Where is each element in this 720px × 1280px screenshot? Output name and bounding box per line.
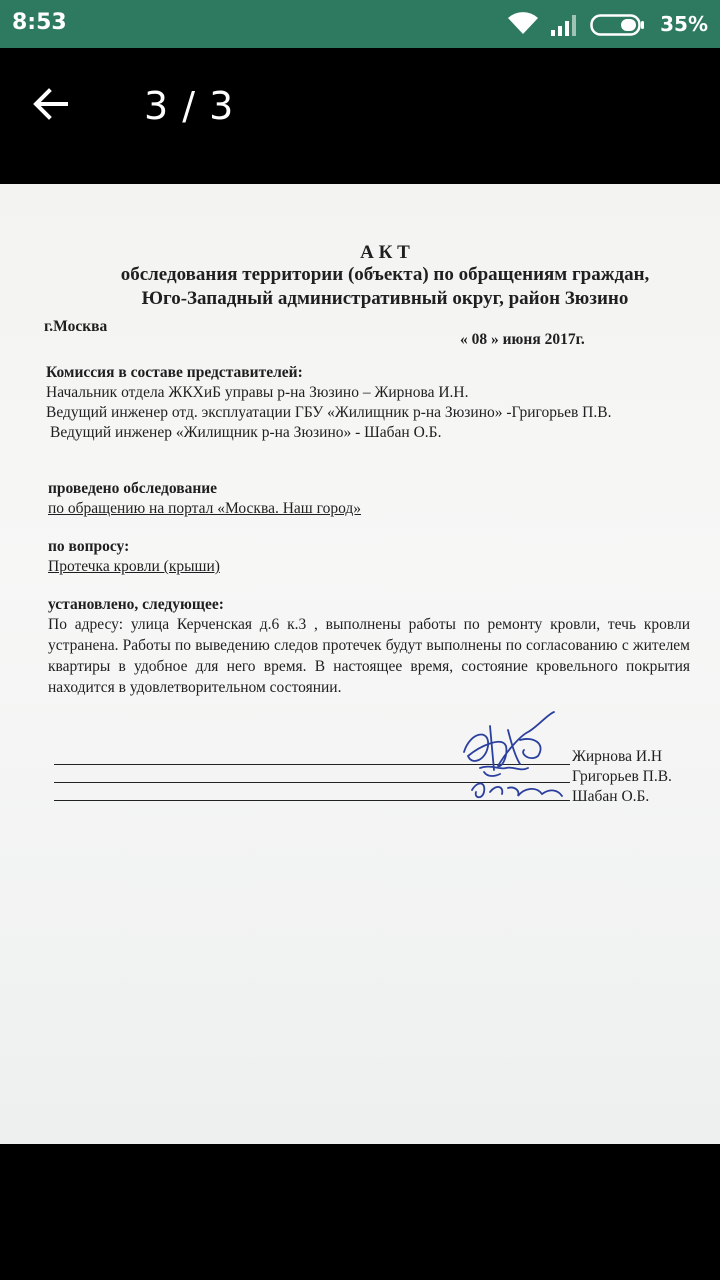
commission-member: Начальник отдела ЖКХиБ управы р-на Зюзино – Жирнова И.Н.: [46, 384, 469, 401]
wifi-icon: [506, 10, 540, 36]
viewer-toolbar: [0, 48, 720, 184]
status-time: 8:53: [12, 10, 67, 35]
doc-subtitle-1: обследования территории (объекта) по обращениям граждан,: [120, 264, 650, 285]
question-heading: по вопросу:: [48, 538, 130, 555]
status-bar: [0, 0, 720, 48]
findings-text: По адресу: улица Керченская д.6 к.3 , выполнены работы по ремонту кровли, течь кровли устранена. Работы по выведению следов протечек будут выполнены по согласованию с жителем квартиры в удобное для него время. В настоящее время, состояние кровельного покрытия находится в удовлетворительном состоянии.: [48, 616, 690, 696]
status-icons: [468, 10, 708, 38]
doc-city: г.Москва: [44, 318, 108, 335]
battery-icon: [590, 14, 646, 36]
inspection-text: по обращению на портал «Москва. Наш город»: [48, 500, 362, 517]
inspection-heading: проведено обследование: [48, 480, 218, 497]
handwritten-signatures: [450, 706, 570, 806]
signature-name: Шабан О.Б.: [572, 788, 650, 805]
findings-heading: установлено, следующее:: [48, 596, 224, 613]
bottom-bar: [0, 1144, 720, 1280]
arrow-left-icon: [30, 84, 70, 124]
question-text: Протечка кровли (крыши): [48, 558, 220, 575]
document-page[interactable]: [0, 184, 720, 1144]
commission-member: Ведущий инженер отд. эксплуатации ГБУ «Жилищник р-на Зюзино» -Григорьев П.В.: [46, 404, 612, 421]
page-counter: 3 / 3: [144, 84, 235, 128]
doc-subtitle-2: Юго-Западный административный округ, район Зюзино: [141, 288, 629, 309]
commission-heading: Комиссия в составе представителей:: [46, 364, 303, 381]
battery-percent: 35%: [660, 12, 708, 36]
signature-name: Жирнова И.Н: [572, 748, 663, 765]
doc-title: А К Т: [360, 242, 410, 263]
commission-member: Ведущий инженер «Жилищник р-на Зюзино» - Шабан О.Б.: [50, 424, 442, 441]
signal-icon: [550, 14, 580, 36]
doc-date: « 08 » июня 2017г.: [460, 331, 585, 348]
back-button[interactable]: [30, 84, 82, 124]
signature-name: Григорьев П.В.: [572, 768, 672, 785]
